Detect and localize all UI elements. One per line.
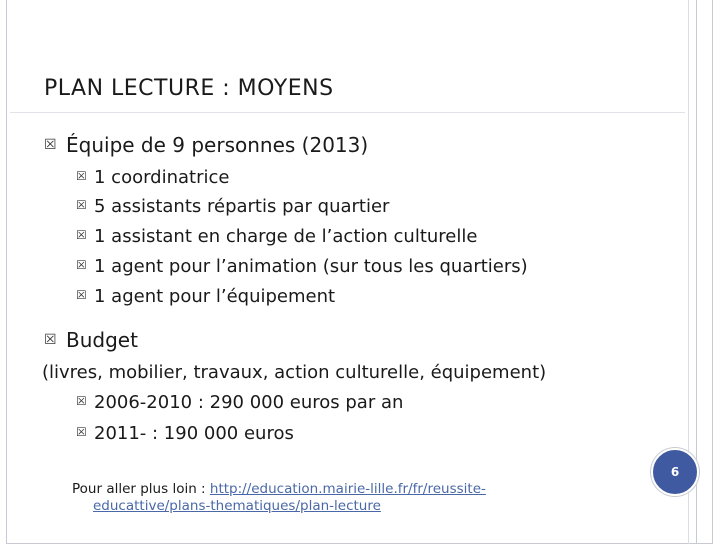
list-item-label: 2006-2010 : 290 000 euros par an — [94, 392, 404, 413]
title-divider — [10, 112, 685, 113]
list-item-label: 1 coordinatrice — [94, 167, 230, 188]
list-item — [76, 423, 294, 444]
section-heading-label: Budget — [66, 328, 138, 352]
bullet-icon: ☒ — [76, 169, 87, 183]
page-number-badge — [651, 448, 699, 496]
list-item-label: 2011- : 190 000 euros — [94, 423, 294, 444]
footer-prefix: Pour aller plus loin : — [72, 481, 210, 497]
list-item-label: 5 assistants répartis par quartier — [94, 196, 390, 217]
bullet-icon: ☒ — [76, 288, 87, 302]
bullet-icon: ☒ — [76, 394, 87, 408]
section-heading-budget — [44, 328, 138, 352]
bullet-icon: ☒ — [44, 332, 57, 348]
footer-link-part-1[interactable]: http://education.mairie-lille.fr/fr/reussite- — [209, 481, 486, 497]
list-item — [76, 196, 389, 217]
section-heading-team — [44, 133, 368, 157]
section-heading-label: Équipe de 9 personnes (2013) — [66, 133, 369, 157]
list-item — [76, 286, 335, 307]
page-number: 6 — [670, 465, 680, 479]
bullet-icon: ☒ — [76, 425, 87, 439]
slide-title: PLAN LECTURE : MOYENS — [44, 76, 334, 101]
footer-reference — [72, 481, 486, 498]
list-item-label: 1 agent pour l’animation (sur tous les quartiers) — [94, 256, 528, 277]
list-item — [76, 256, 528, 277]
list-item — [76, 226, 477, 247]
list-item-label: 1 agent pour l’équipement — [94, 286, 336, 307]
list-item — [76, 167, 229, 188]
bullet-icon: ☒ — [76, 258, 87, 272]
slide-right-border — [696, 0, 713, 544]
list-item — [76, 392, 403, 413]
list-item-label: 1 assistant en charge de l’action culturelle — [94, 226, 478, 247]
bullet-icon: ☒ — [76, 198, 87, 212]
footer-link-part-2[interactable]: educattive/plans-thematiques/plan-lecture — [93, 498, 381, 514]
bullet-icon: ☒ — [44, 137, 57, 153]
bullet-icon: ☒ — [76, 228, 87, 242]
budget-note: (livres, mobilier, travaux, action culturelle, équipement) — [42, 362, 547, 383]
